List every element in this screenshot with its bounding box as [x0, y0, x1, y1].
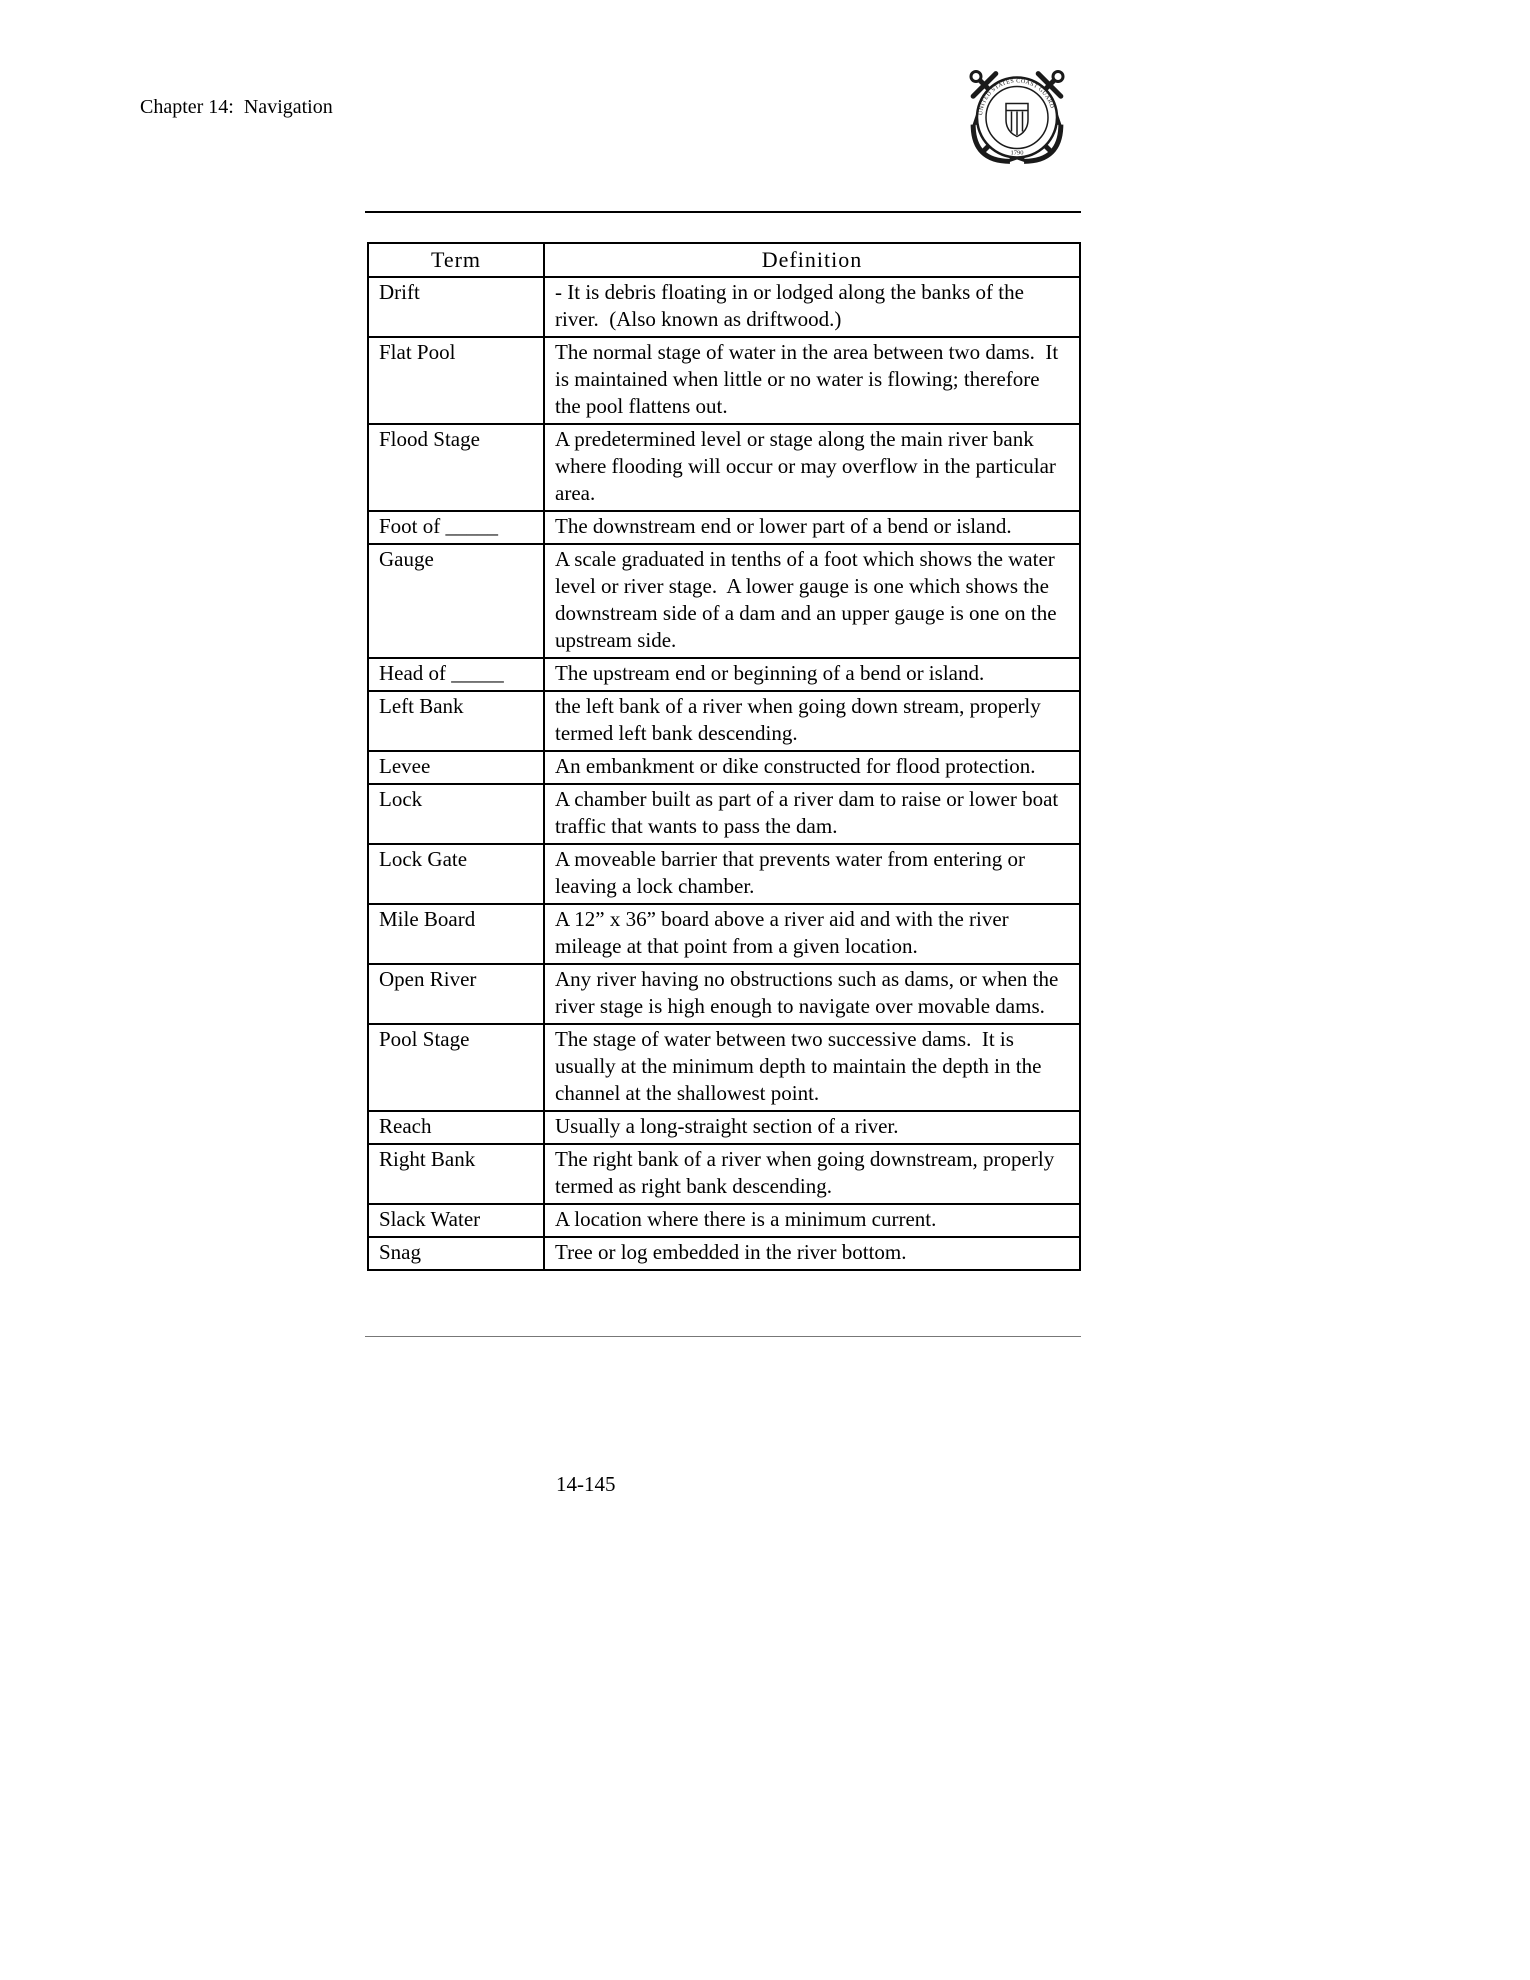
term-cell: Lock — [368, 784, 544, 844]
seal-ring-text: UNITED STATES COAST GUARD — [978, 78, 1055, 116]
definition-cell: - It is debris floating in or lodged along the banks of the river. (Also known as driftwood.) — [544, 277, 1080, 337]
term-cell: Levee — [368, 751, 544, 784]
term-cell: Left Bank — [368, 691, 544, 751]
definition-cell: The downstream end or lower part of a bend or island. — [544, 511, 1080, 544]
table-row — [368, 691, 1080, 751]
definition-cell: A moveable barrier that prevents water from entering or leaving a lock chamber. — [544, 844, 1080, 904]
term-cell: Head of _____ — [368, 658, 544, 691]
definition-cell: A location where there is a minimum current. — [544, 1204, 1080, 1237]
table-header-row — [368, 243, 1080, 277]
definition-cell: Any river having no obstructions such as dams, or when the river stage is high enough to navigate over movable dams. — [544, 964, 1080, 1024]
definition-cell: A predetermined level or stage along the main river bank where flooding will occur or may overflow in the particular area. — [544, 424, 1080, 511]
seal-year-text: 1790 — [1010, 149, 1024, 157]
definition-cell: A chamber built as part of a river dam to raise or lower boat traffic that wants to pass the dam. — [544, 784, 1080, 844]
term-cell: Lock Gate — [368, 844, 544, 904]
definition-cell: An embankment or dike constructed for flood protection. — [544, 751, 1080, 784]
term-cell: Open River — [368, 964, 544, 1024]
term-cell: Foot of _____ — [368, 511, 544, 544]
term-cell: Right Bank — [368, 1144, 544, 1204]
term-cell: Slack Water — [368, 1204, 544, 1237]
table-row — [368, 511, 1080, 544]
term-column-header: Term — [368, 243, 544, 277]
definition-cell: The normal stage of water in the area between two dams. It is maintained when little or no water is flowing; therefore the pool flattens out. — [544, 337, 1080, 424]
definition-cell: The right bank of a river when going downstream, properly termed as right bank descending. — [544, 1144, 1080, 1204]
table-row — [368, 1024, 1080, 1111]
definition-cell: the left bank of a river when going down stream, properly termed left bank descending. — [544, 691, 1080, 751]
definition-cell: Tree or log embedded in the river bottom. — [544, 1237, 1080, 1270]
table-row — [368, 424, 1080, 511]
terms-definitions-table — [367, 242, 1081, 1271]
table-row — [368, 904, 1080, 964]
term-cell: Gauge — [368, 544, 544, 658]
term-cell: Reach — [368, 1111, 544, 1144]
term-cell: Drift — [368, 277, 544, 337]
bottom-divider — [365, 1336, 1081, 1337]
table-row — [368, 277, 1080, 337]
definition-cell: The stage of water between two successive dams. It is usually at the minimum depth to maintain the depth in the channel at the shallowest point. — [544, 1024, 1080, 1111]
coast-guard-seal-logo — [942, 60, 1092, 178]
table-row — [368, 784, 1080, 844]
definition-cell: Usually a long-straight section of a river. — [544, 1111, 1080, 1144]
chapter-header: Chapter 14: Navigation — [140, 96, 333, 118]
table-row — [368, 751, 1080, 784]
definition-cell: A 12” x 36” board above a river aid and with the river mileage at that point from a given location. — [544, 904, 1080, 964]
shield-icon — [1006, 104, 1028, 137]
table-row — [368, 1144, 1080, 1204]
top-divider — [365, 211, 1081, 213]
definition-column-header: Definition — [544, 243, 1080, 277]
table-row — [368, 658, 1080, 691]
term-cell: Flood Stage — [368, 424, 544, 511]
term-cell: Flat Pool — [368, 337, 544, 424]
definition-cell: A scale graduated in tenths of a foot which shows the water level or river stage. A lower gauge is one which shows the downstream side of a dam and an upper gauge is one on the upstream side. — [544, 544, 1080, 658]
definition-cell: The upstream end or beginning of a bend or island. — [544, 658, 1080, 691]
term-cell: Snag — [368, 1237, 544, 1270]
table-row — [368, 1237, 1080, 1270]
table-row — [368, 1111, 1080, 1144]
table-row — [368, 544, 1080, 658]
table-row — [368, 337, 1080, 424]
table-row — [368, 1204, 1080, 1237]
term-cell: Pool Stage — [368, 1024, 544, 1111]
table-row — [368, 844, 1080, 904]
table-row — [368, 964, 1080, 1024]
term-cell: Mile Board — [368, 904, 544, 964]
page-number: 14-145 — [556, 1472, 616, 1496]
